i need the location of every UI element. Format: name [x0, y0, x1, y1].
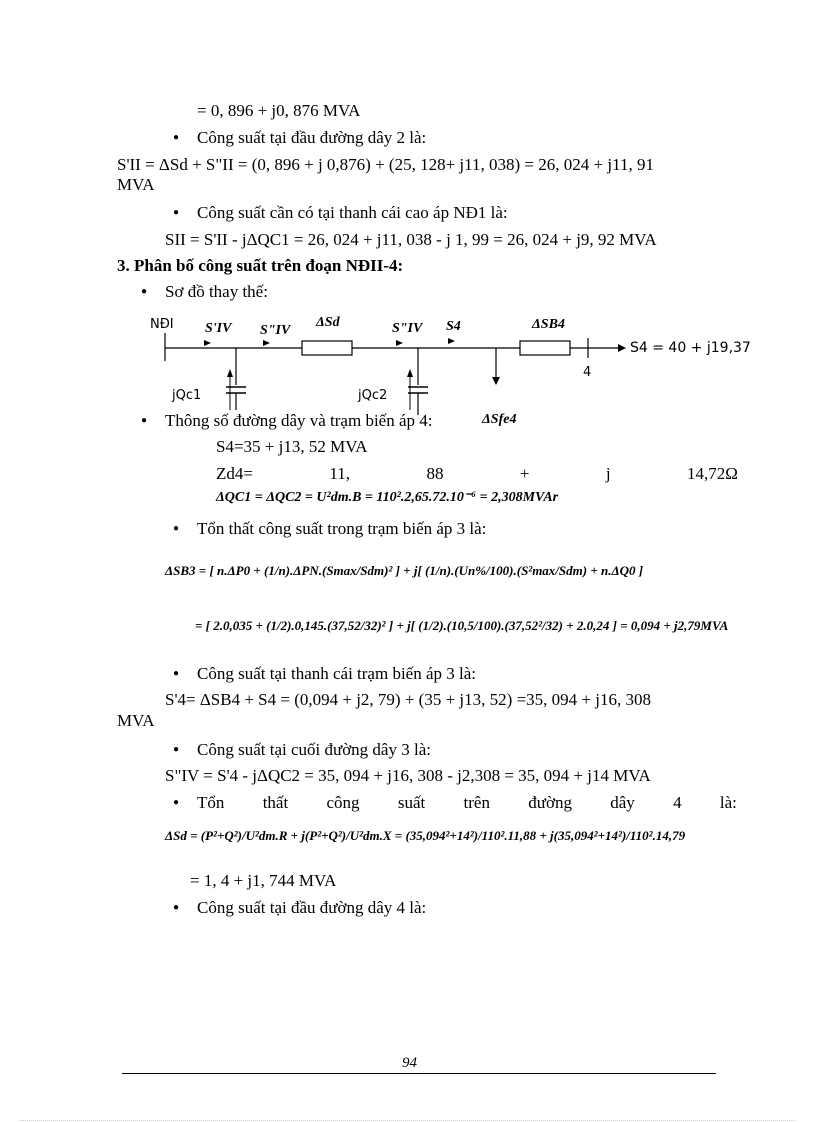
power-label: S4	[446, 319, 461, 334]
footer-rule	[122, 1073, 716, 1074]
parameter-s4: S4=35 + j13, 52 MVA	[216, 437, 368, 456]
bullet-text-justified: ● Tổn thất công suất trên đường dây 4 là:	[197, 793, 737, 813]
bullet-text: ● Tổn thất công suất trong trạm biến áp 3 là:	[197, 519, 486, 539]
equation-transformer-loss-values: = [ 2.0,035 + (1/2).0,145.(37,52/32)² ] + j[ (1/2).(10,5/100).(37,52²/32) + 2.0,24 ] = 0,094 + j2,79MVA	[195, 618, 729, 633]
iron-loss-label: ΔSfe4	[482, 412, 517, 427]
equation-unit: MVA	[117, 711, 155, 730]
capacitor-label-2: jQc2	[358, 388, 388, 403]
power-label: S'IV	[205, 321, 232, 336]
bullet-text: ● Công suất tại đầu đường dây 2 là:	[197, 128, 426, 148]
zd4-part: 14,72Ω	[687, 464, 738, 483]
load-value-label: S4 = 40 + j19,37	[630, 340, 751, 356]
page-number: 94	[402, 1055, 417, 1071]
equation-unit: MVA	[117, 175, 155, 194]
equation-result-line: = 1, 4 + j1, 744 MVA	[190, 871, 337, 890]
zd4-part: 88	[426, 464, 444, 483]
node-label-ndi: NĐI	[150, 317, 174, 332]
transformer-impedance-box	[520, 341, 570, 355]
zd4-part: Zd4=	[216, 464, 253, 483]
bullet-text: ● Công suất tại thanh cái trạm biến áp 3 là:	[197, 664, 476, 684]
equation-sii-head: S'II = ΔSd + S"II = (0, 896 + j 0,876) + (25, 128+ j11, 038) = 26, 024 + j11, 91	[117, 155, 654, 174]
bullet-text: ● Sơ đồ thay thế:	[165, 282, 268, 302]
power-loss-label: ΔSd	[316, 315, 340, 330]
power-label: S"IV	[392, 321, 423, 336]
equation-result-line: = 0, 896 + j0, 876 MVA	[197, 101, 361, 120]
equation-sii: SII = S'II - jΔQC1 = 26, 024 + j11, 038 - j 1, 99 = 26, 024 + j9, 92 MVA	[165, 230, 657, 249]
capacitor-label-1: jQc1	[172, 388, 202, 403]
zd4-part: j	[605, 464, 611, 483]
power-loss-label: ΔSB4	[532, 317, 565, 332]
bullet-text: ● Công suất tại cuối đường dây 3 là:	[197, 740, 431, 760]
equation-transformer-loss-formula: ΔSB3 = [ n.ΔP0 + (1/n).ΔPN.(Smax/Sdm)² ] + j[ (1/n).(Un%/100).(S²max/Sdm) + n.ΔQ0 ]	[165, 563, 644, 578]
equation-siv: S"IV = S'4 - jΔQC2 = 35, 094 + j16, 308 - j2,308 = 35, 094 + j14 MVA	[165, 766, 651, 785]
section-heading: 3. Phân bố công suất trên đoạn NĐII-4:	[117, 256, 404, 275]
bullet-text: ● Thông số đường dây và trạm biến áp 4:	[165, 411, 432, 431]
equation-s4-prime: S'4= ΔSB4 + S4 = (0,094 + j2, 79) + (35 + j13, 52) =35, 094 + j16, 308	[165, 690, 651, 709]
page-border-dots	[20, 1120, 796, 1121]
equation-delta-qc: ΔQC1 = ΔQC2 = U²dm.B = 110².2,65.72.10⁻⁶ = 2,308MVAr	[216, 490, 559, 505]
parameter-zd4	[216, 464, 738, 484]
power-label: S"IV	[260, 323, 291, 338]
node-label-4: 4	[583, 365, 592, 380]
bullet-text: ● Công suất cần có tại thanh cái cao áp NĐ1 là:	[197, 203, 508, 223]
zd4-part: 11,	[329, 464, 351, 483]
bullet-text: ● Công suất tại đầu đường dây 4 là:	[197, 898, 426, 918]
equation-line-loss: ΔSd = (P²+Q²)/U²dm.R + j(P²+Q²)/U²dm.X = (35,094²+14²)/110².11,88 + j(35,094²+14²)/110².14,79	[165, 828, 686, 843]
line-impedance-box	[302, 341, 352, 355]
zd4-part: +	[519, 464, 530, 483]
